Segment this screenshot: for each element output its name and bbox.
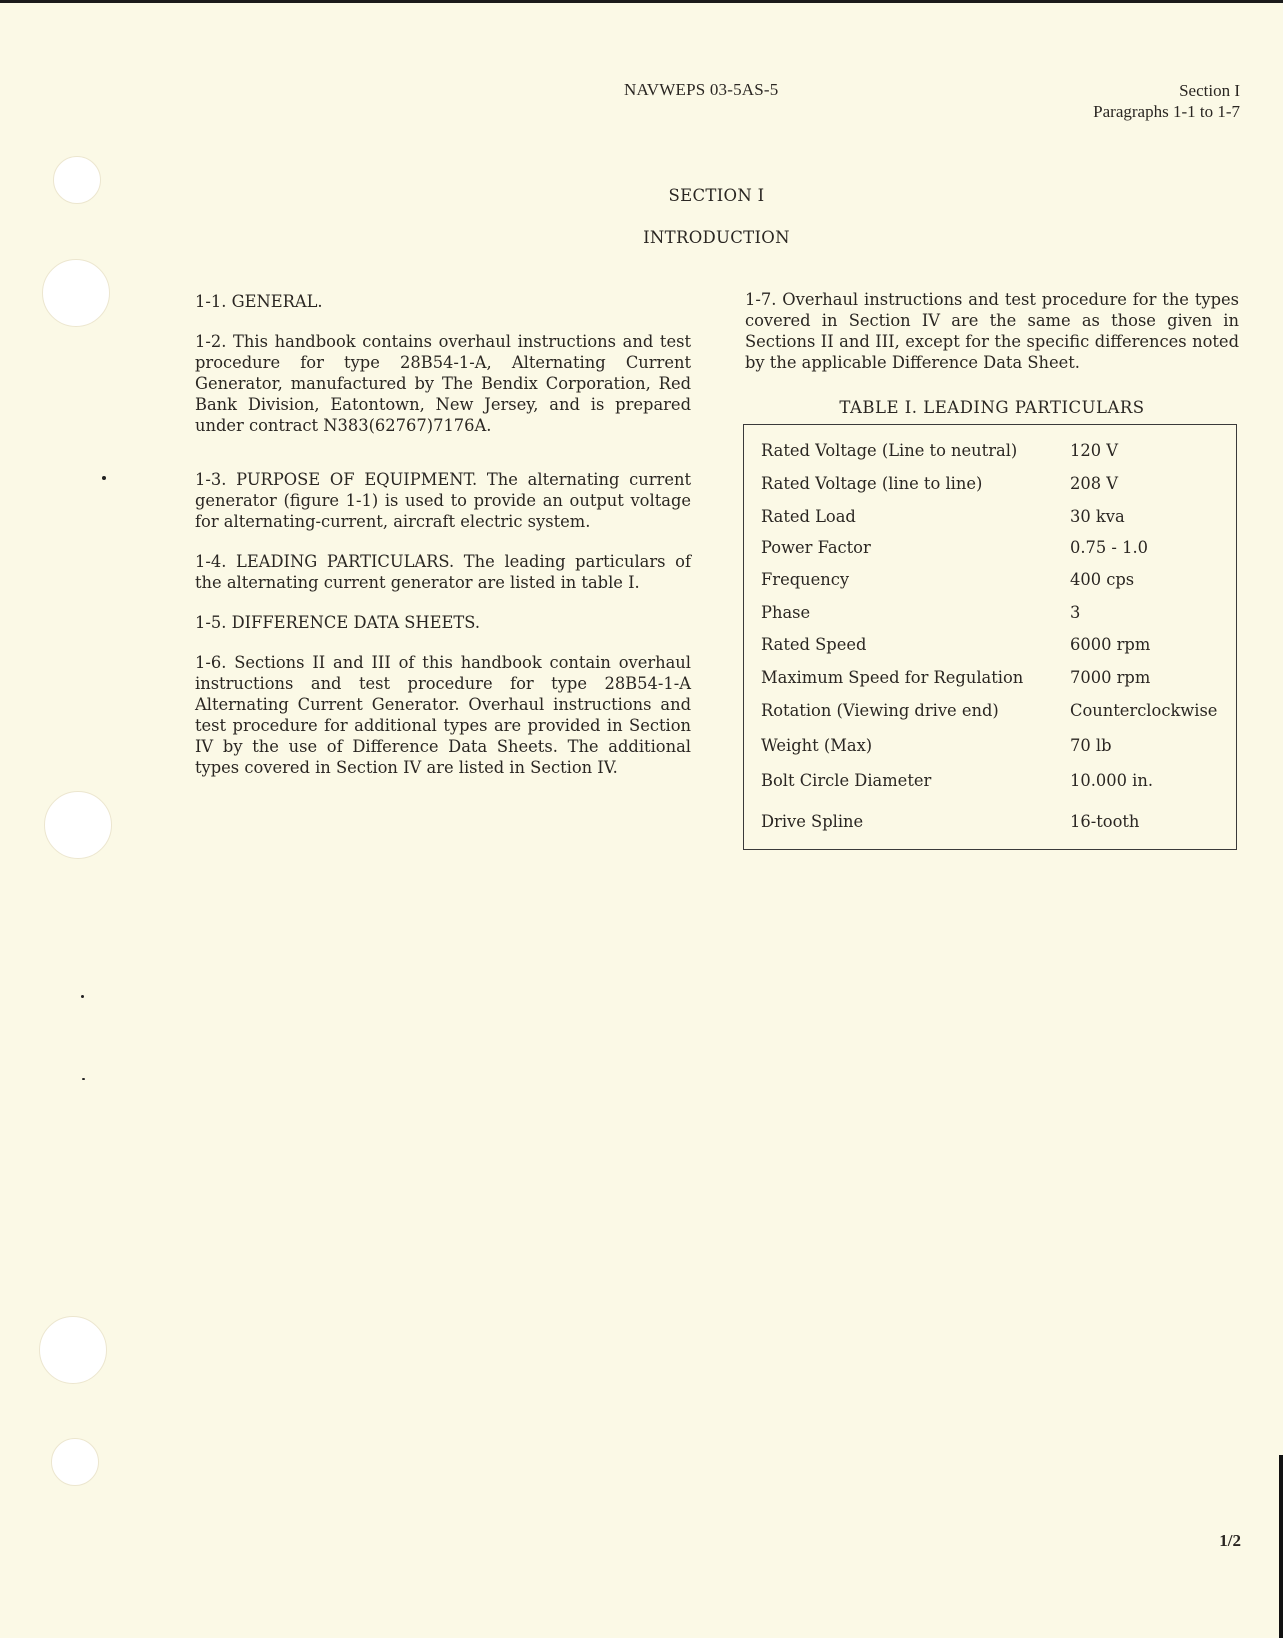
row-value: 400 cps bbox=[1070, 570, 1135, 589]
row-label: Maximum Speed for Regulation bbox=[761, 668, 1024, 687]
row-label: Rated Voltage (Line to neutral) bbox=[761, 441, 1018, 460]
right-column bbox=[745, 289, 1239, 392]
table-row bbox=[761, 668, 1231, 687]
row-value: 0.75 - 1.0 bbox=[1070, 538, 1148, 557]
row-label: Weight (Max) bbox=[761, 736, 873, 755]
paragraph-1-7: 1-7. Overhaul instructions and test procedure for the types covered in Section IV are the same as those given in Sections II and III, except for the specific differences noted by the applicable Difference Data Sheet. bbox=[745, 290, 1239, 372]
row-value: 70 lb bbox=[1070, 736, 1112, 755]
table-row bbox=[761, 507, 1231, 526]
table-row bbox=[761, 603, 1231, 622]
table-row bbox=[761, 701, 1231, 720]
row-value: 16-tooth bbox=[1070, 812, 1140, 831]
section-number: SECTION I bbox=[668, 186, 765, 205]
scan-edge-top bbox=[0, 0, 1283, 3]
row-value: 120 V bbox=[1070, 441, 1119, 460]
row-label: Rotation (Viewing drive end) bbox=[761, 701, 999, 720]
row-value: 3 bbox=[1070, 603, 1081, 622]
table-caption: TABLE I. LEADING PARTICULARS bbox=[839, 398, 1145, 417]
punch-hole bbox=[39, 1316, 107, 1384]
row-label: Frequency bbox=[761, 570, 850, 589]
punch-hole bbox=[42, 259, 110, 327]
paragraph-1-2: 1-2. This handbook contains overhaul instructions and test procedure for type 28B54-1-A, Alternating Current Generator, manufactured by The Bendix Corporation, Red Bank Division, Eatontown, New Jersey, and is prepared under contract N383(62767)7176A. bbox=[195, 332, 691, 435]
row-value: 6000 rpm bbox=[1070, 635, 1151, 654]
punch-hole bbox=[51, 1438, 99, 1486]
leading-particulars-table bbox=[743, 424, 1237, 850]
row-label: Phase bbox=[761, 603, 811, 622]
row-value: 10.000 in. bbox=[1070, 771, 1154, 790]
scan-speck bbox=[81, 995, 84, 998]
row-value: 208 V bbox=[1070, 474, 1119, 493]
table-row bbox=[761, 812, 1231, 831]
paragraph-1-6: 1-6. Sections II and III of this handbook contain overhaul instructions and test procedure for type 28B54-1-A Alternating Current Generator. Overhaul instructions and test procedure for additional types are provided in Section IV by the use of Difference Data Sheets. The additional types covered in Section IV are listed in Section IV. bbox=[195, 653, 691, 777]
header-paragraphs: Paragraphs 1-1 to 1-7 bbox=[1093, 102, 1240, 121]
table-row bbox=[761, 635, 1231, 654]
row-label: Rated Voltage (line to line) bbox=[761, 474, 983, 493]
page-number: 1/2 bbox=[1219, 1531, 1241, 1550]
row-label: Drive Spline bbox=[761, 812, 864, 831]
header-section-info bbox=[1093, 80, 1240, 122]
document-number: NAVWEPS 03-5AS-5 bbox=[624, 80, 779, 99]
heading-general: 1-1. GENERAL. bbox=[195, 292, 323, 311]
table-row bbox=[761, 441, 1231, 460]
heading-difference-data-sheets: 1-5. DIFFERENCE DATA SHEETS. bbox=[195, 613, 480, 632]
left-column bbox=[195, 291, 691, 797]
scan-speck bbox=[82, 1078, 85, 1080]
table-row bbox=[761, 736, 1231, 755]
section-title: INTRODUCTION bbox=[643, 228, 790, 247]
paragraph-1-4: 1-4. LEADING PARTICULARS. The leading particulars of the alternating current generator are listed in table I. bbox=[195, 552, 691, 592]
header-section: Section I bbox=[1179, 81, 1240, 100]
row-value: 7000 rpm bbox=[1070, 668, 1151, 687]
row-label: Rated Load bbox=[761, 507, 856, 526]
punch-hole bbox=[44, 791, 112, 859]
row-value: Counterclockwise bbox=[1070, 701, 1218, 720]
table-row bbox=[761, 570, 1231, 589]
row-value: 30 kva bbox=[1070, 507, 1125, 526]
row-label: Bolt Circle Diameter bbox=[761, 771, 932, 790]
scan-edge-right bbox=[1279, 1455, 1283, 1638]
row-label: Power Factor bbox=[761, 538, 871, 557]
table-row bbox=[761, 474, 1231, 493]
paragraph-1-3: 1-3. PURPOSE OF EQUIPMENT. The alternating current generator (figure 1-1) is used to provide an output voltage for alternating-current, aircraft electric system. bbox=[195, 470, 691, 531]
row-label: Rated Speed bbox=[761, 635, 867, 654]
scan-speck bbox=[102, 476, 106, 480]
table-row bbox=[761, 538, 1231, 557]
table-row bbox=[761, 771, 1231, 790]
